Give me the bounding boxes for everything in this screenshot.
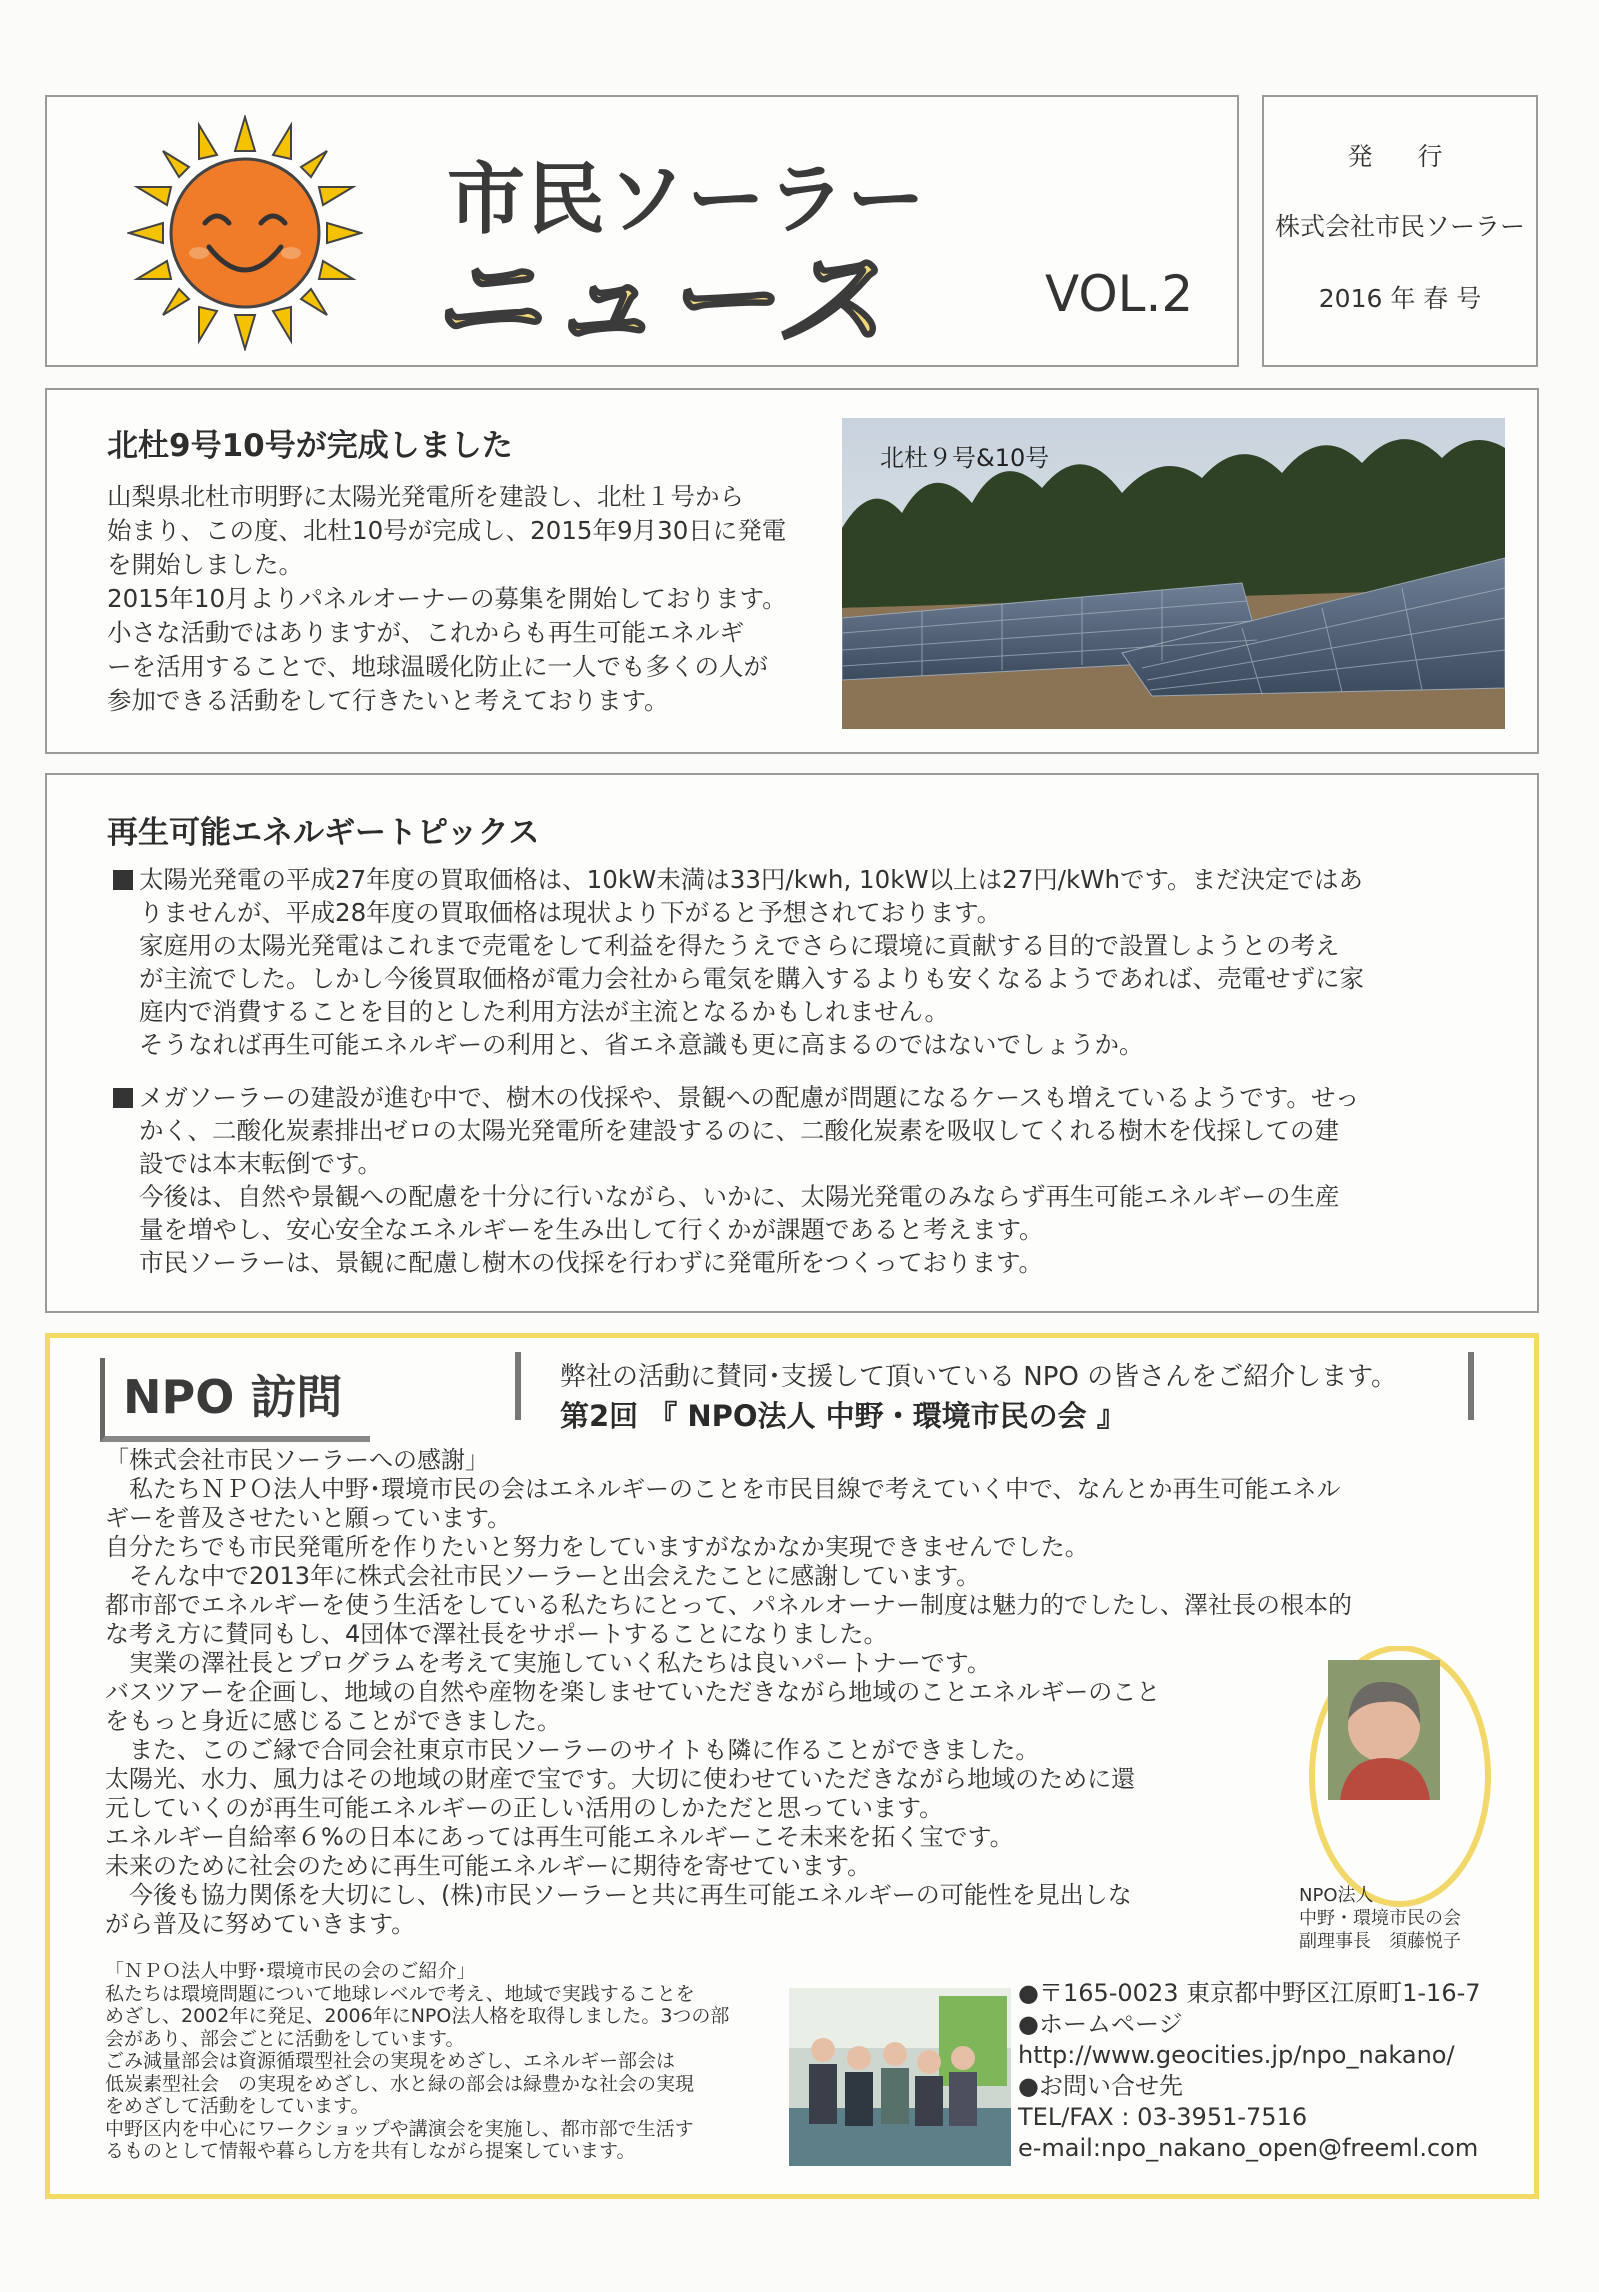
text-line: NPO法人 <box>1299 1885 1374 1906</box>
topic-item <box>113 863 1364 1061</box>
text-line: 「ＮＰＯ法人中野･環境市民の会のご紹介」 <box>105 1960 476 1982</box>
text-line: 市民ソーラーは、景観に配慮し樹木の伐採を行わずに発電所をつくっております。 <box>139 1248 1044 1277</box>
text-line: 都市部でエネルギーを使う生活をしている私たちにとって、パネルオーナー制度は魅力的でしたし、澤社長の根本的 <box>105 1591 1353 1619</box>
text-line: 太陽光、水力、風力はその地域の財産で宝です。大切に使わせていただきながら地域のために還 <box>105 1765 1136 1793</box>
publisher-label: 発 行 <box>1347 142 1453 171</box>
text-line: メガソーラーの建設が進む中で、樹木の伐採や、景観への配慮が問題になるケースも増えているようです。せっ <box>139 1083 1360 1112</box>
text-line: 今後は、自然や景観への配慮を十分に行いながら、いかに、太陽光発電のみならず再生可能エネルギーの生産 <box>139 1182 1340 1211</box>
phone-fax: TEL/FAX : 03-3951-7516 <box>1018 2103 1308 2131</box>
homepage-label: ●ホームページ <box>1018 2010 1183 2038</box>
text-line: を開始しました。 <box>107 550 303 579</box>
bullet-square-icon <box>113 1088 133 1108</box>
text-line: 太陽光発電の平成27年度の買取価格は、10kW未満は33円/kwh, 10kW以上は27円/kWhです。まだ決定ではあ <box>139 865 1364 894</box>
publisher-box <box>1262 95 1538 367</box>
text-line: エネルギー自給率６%の日本にあっては再生可能エネルギーこそ未来を拓く宝です。 <box>105 1823 1014 1851</box>
npo-intro: 弊社の活動に賛同･支援して頂いている NPO の皆さんをご紹介します。 <box>560 1362 1398 1392</box>
npo-subtitle: 第2回 『 NPO法人 中野・環境市民の会 』 <box>560 1399 1126 1433</box>
publisher-name: 株式会社市民ソーラー <box>1274 212 1525 241</box>
text-line: 実業の澤社長とプログラムを考えて実施していく私たちは良いパートナーです。 <box>105 1649 991 1677</box>
text-line: が主流でした。しかし今後買取価格が電力会社から電気を購入するよりも安くなるようであれば、売電せずに家 <box>139 964 1364 993</box>
divider <box>1468 1352 1474 1420</box>
text-line: 庭内で消費することを目的とした利用方法が主流となるかもしれません。 <box>139 997 949 1026</box>
sun-logo-icon <box>127 115 363 351</box>
text-line: をめざして活動をしています。 <box>105 2095 370 2117</box>
text-line: をもっと身近に感じることができました。 <box>105 1707 561 1735</box>
npo-visit <box>45 1333 1539 2199</box>
text-line: 参加できる活動をして行きたいと考えております。 <box>107 686 669 715</box>
npo-visit-label: NPO 訪問 <box>100 1358 370 1442</box>
issue-season: 2016 年 春 号 <box>1318 284 1482 313</box>
text-line: めざし、2002年に発足、2006年にNPO法人格を取得しました。3つの部 <box>105 2005 730 2027</box>
text-line: 設では本末転倒です。 <box>139 1149 383 1178</box>
npo-contact <box>1018 1978 1481 2164</box>
article-heading: 北杜9号10号が完成しました <box>107 428 513 464</box>
text-line: がら普及に努めていきます。 <box>105 1910 416 1938</box>
text-line: バスツアーを企画し、地域の自然や産物を楽しませていただきながら地域のことエネルギーのこと <box>105 1678 1161 1706</box>
title-line2: ニュース <box>432 236 891 364</box>
text-line: 副理事長 須藤悦子 <box>1299 1931 1461 1952</box>
text-line: 中野・環境市民の会 <box>1299 1908 1461 1929</box>
text-line: 私たちＮＰＯ法人中野･環境市民の会はエネルギーのことを市民目線で考えていく中で、なんとか再生可能エネル <box>105 1475 1341 1503</box>
volume-number: VOL.2 <box>1045 265 1194 323</box>
text-line: そうなれば再生可能エネルギーの利用と、省エネ意識も更に高まるのではないでしょうか。 <box>139 1030 1144 1059</box>
text-line: 中野区内を中心にワークショップや講演会を実施し、都市部で生活す <box>105 2117 694 2140</box>
address: ●〒165-0023 東京都中野区江原町1-16-7 <box>1018 1979 1481 2007</box>
text-line: 小さな活動ではありますが、これからも再生可能エネルギ <box>107 618 744 647</box>
article-body <box>107 480 827 718</box>
homepage-link[interactable]: http://www.geocities.jp/npo_nakano/ <box>1018 2041 1455 2069</box>
bullet-square-icon <box>113 870 133 890</box>
text-line: かく、二酸化炭素排出ゼロの太陽光発電所を建設するのに、二酸化炭素を吸収してくれる樹木を伐採しての建 <box>139 1116 1340 1145</box>
text-line: そんな中で2013年に株式会社市民ソーラーと出会えたことに感謝しています。 <box>105 1562 981 1590</box>
text-line: 私たちは環境問題について地球レベルで考え、地域で実践することを <box>105 1982 695 2005</box>
text-line: 今後も協力関係を大切にし、(株)市民ソーラーと共に再生可能エネルギーの可能性を見出しな <box>105 1881 1132 1909</box>
inquiry-label: ●お問い合せ先 <box>1018 2072 1183 2100</box>
email-link[interactable]: e-mail:npo_nakano_open@freeml.com <box>1018 2134 1479 2162</box>
topics-heading: 再生可能エネルギートピックス <box>107 815 540 851</box>
text-line: 会があり、部会ごとに活動をしています。 <box>105 2027 465 2050</box>
masthead <box>45 95 1239 367</box>
npo-group-photo <box>789 1988 1011 2166</box>
text-line: 元していくのが再生可能エネルギーの正しい活用のしかただと思っています。 <box>105 1794 944 1822</box>
member-portrait <box>1300 1646 1500 1916</box>
text-line: 山梨県北杜市明野に太陽光発電所を建設し、北杜１号から <box>107 482 744 511</box>
text-line: 家庭用の太陽光発電はこれまで売電をして利益を得たうえでさらに環境に貢献する目的で設置しようとの考え <box>139 931 1340 960</box>
photo-caption: 北杜９号&10号 <box>880 444 1050 472</box>
text-line: な考え方に賛同もし、4団体で澤社長をサポートすることになりました。 <box>105 1620 888 1648</box>
divider <box>515 1352 521 1420</box>
renewable-topics <box>45 773 1539 1313</box>
member-credit <box>1299 1884 1461 1953</box>
text-line: 始まり、この度、北杜10号が完成し、2015年9月30日に発電 <box>107 516 787 545</box>
text-line: 未来のために社会のために再生可能エネルギーに期待を寄せています。 <box>105 1852 872 1880</box>
topic-item <box>113 1081 1359 1279</box>
article-hokuto <box>45 388 1539 754</box>
text-line: 量を増やし、安心安全なエネルギーを生み出して行くかが課題であると考えます。 <box>139 1215 1044 1244</box>
solar-plant-photo <box>842 418 1505 729</box>
text-line: ギーを普及させたいと願っています。 <box>105 1504 512 1532</box>
text-line: 自分たちでも市民発電所を作りたいと努力をしていますがなかなか実現できませんでした。 <box>105 1533 1089 1561</box>
title-line1: 市民ソーラー <box>447 155 928 245</box>
text-line: 2015年10月よりパネルオーナーの募集を開始しております。 <box>107 584 787 613</box>
text-line: また、このご縁で合同会社東京市民ソーラーのサイトも隣に作ることができました。 <box>105 1736 1040 1764</box>
text-line: 「株式会社市民ソーラーへの感謝」 <box>105 1446 489 1474</box>
text-line: りませんが、平成28年度の買取価格は現状より下がると予想されております。 <box>139 898 1002 927</box>
npo-introduction <box>105 1960 805 2163</box>
text-line: ーを活用することで、地球温暖化防止に一人でも多くの人が <box>107 652 769 681</box>
text-line: 低炭素型社会 の実現をめざし、水と緑の部会は緑豊かな社会の実現 <box>105 2072 695 2095</box>
text-line: るものとして情報や暮らし方を共有しながら提案しています。 <box>105 2140 636 2162</box>
text-line: ごみ減量部会は資源循環型社会の実現をめざし、エネルギー部会は <box>105 2050 676 2072</box>
